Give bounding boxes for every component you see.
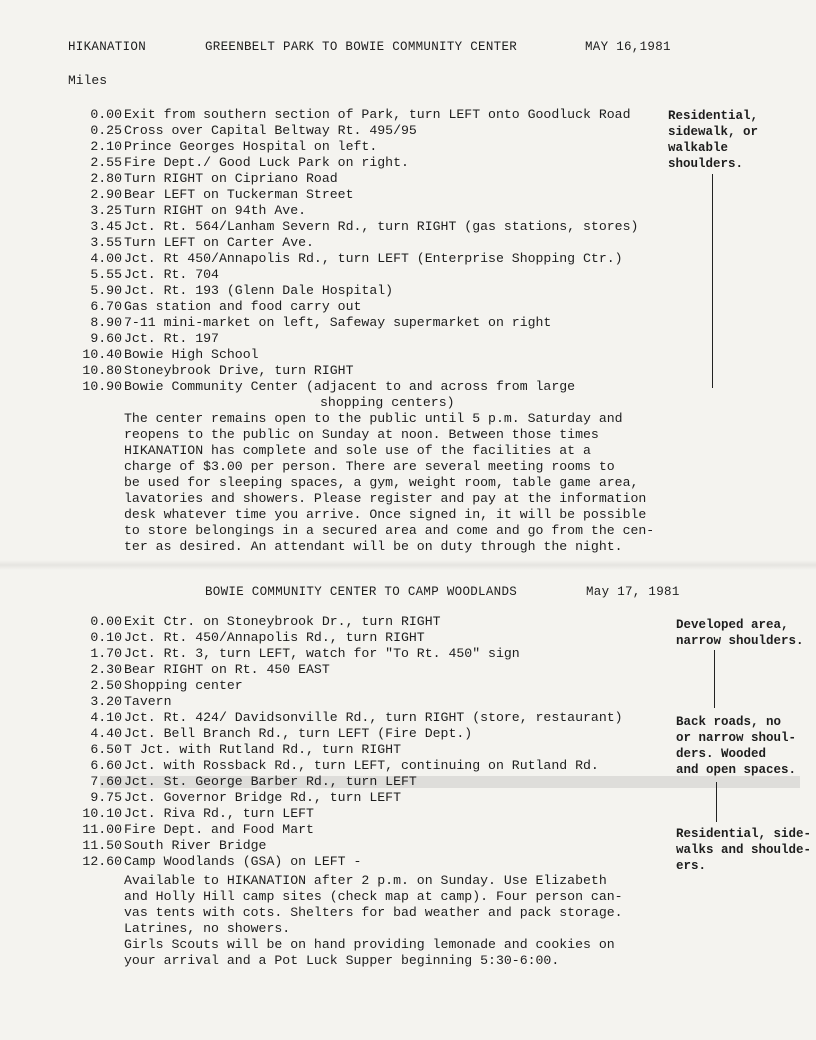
note-line: Residential, side- bbox=[676, 827, 812, 841]
mileage-value: 6.70 bbox=[90, 299, 122, 314]
route-direction: Jct. Riva Rd., turn LEFT bbox=[124, 806, 314, 821]
mileage-value: 2.30 bbox=[90, 662, 122, 677]
header-route-title: GREENBELT PARK TO BOWIE COMMUNITY CENTER bbox=[205, 40, 518, 54]
mileage-value: 3.45 bbox=[90, 219, 122, 234]
note-line: Back roads, no bbox=[676, 715, 782, 729]
paragraph-line: be used for sleeping spaces, a gym, weight room, table game area, bbox=[124, 475, 639, 490]
note-line: ers. bbox=[676, 859, 707, 873]
route-direction: Turn LEFT on Carter Ave. bbox=[124, 235, 314, 250]
section2-date: May 17, 1981 bbox=[586, 585, 680, 599]
route-row bbox=[74, 838, 674, 854]
note-bracket-line bbox=[714, 650, 715, 708]
paragraph-line: lavatories and showers. Please register and pay at the information bbox=[124, 491, 647, 506]
mileage-value: 5.55 bbox=[90, 267, 122, 282]
route-row bbox=[74, 774, 674, 790]
route-direction: Fire Dept. and Food Mart bbox=[124, 822, 314, 837]
route-row bbox=[74, 726, 674, 742]
paragraph-line: vas tents with cots. Shelters for bad weather and pack storage. bbox=[124, 905, 623, 920]
route-row bbox=[74, 251, 674, 267]
mileage-value: 0.00 bbox=[90, 614, 122, 629]
paragraph-line: Girls Scouts will be on hand providing lemonade and cookies on bbox=[124, 937, 615, 952]
route-row bbox=[74, 363, 674, 379]
mileage-value: 0.25 bbox=[90, 123, 122, 138]
mileage-value: 11.50 bbox=[82, 838, 122, 853]
paragraph-line: Latrines, no showers. bbox=[124, 921, 291, 936]
route-row bbox=[74, 694, 674, 710]
header-event: HIKANATION bbox=[68, 40, 147, 54]
route-direction: Jct. Bell Branch Rd., turn LEFT (Fire Dept.) bbox=[124, 726, 473, 741]
note-line: or narrow shoul- bbox=[676, 731, 797, 745]
route-direction: Turn RIGHT on Cipriano Road bbox=[124, 171, 338, 186]
mileage-value: 2.50 bbox=[90, 678, 122, 693]
route-row bbox=[74, 267, 674, 283]
route-direction: South River Bridge bbox=[124, 838, 267, 853]
mileage-value: 0.10 bbox=[90, 630, 122, 645]
route-direction: Bowie High School bbox=[124, 347, 259, 362]
route-row bbox=[74, 662, 674, 678]
mileage-value: 9.75 bbox=[90, 790, 122, 805]
road-notes-developed bbox=[676, 617, 804, 649]
route-row bbox=[74, 614, 674, 630]
route-row bbox=[74, 299, 674, 315]
header-date: MAY 16,1981 bbox=[585, 40, 671, 54]
paper-fold bbox=[0, 560, 816, 570]
route-row bbox=[74, 171, 674, 187]
mileage-value: 4.40 bbox=[90, 726, 122, 741]
route-direction: Tavern bbox=[124, 694, 172, 709]
route-direction: Jct. Rt. 193 (Glenn Dale Hospital) bbox=[124, 283, 394, 298]
route-direction: Jct. Rt. 704 bbox=[124, 267, 219, 282]
mileage-value: 2.10 bbox=[90, 139, 122, 154]
mileage-value: 8.90 bbox=[90, 315, 122, 330]
route-row bbox=[74, 822, 674, 838]
route-row bbox=[74, 235, 674, 251]
miles-column-label: Miles bbox=[68, 73, 108, 88]
note-line: Developed area, bbox=[676, 618, 789, 632]
note-line: walkable bbox=[668, 141, 729, 155]
route-row bbox=[74, 678, 674, 694]
mileage-value: 10.90 bbox=[82, 379, 122, 394]
mileage-value: 0.00 bbox=[90, 107, 122, 122]
route-row bbox=[74, 646, 674, 662]
route-row bbox=[74, 806, 674, 822]
route-direction: Jct. Rt. 450/Annapolis Rd., turn RIGHT bbox=[124, 630, 425, 645]
mileage-value: 2.90 bbox=[90, 187, 122, 202]
mileage-value: 2.80 bbox=[90, 171, 122, 186]
mileage-value: 9.60 bbox=[90, 331, 122, 346]
paragraph-line: charge of $3.00 per person. There are several meeting rooms to bbox=[124, 459, 615, 474]
mileage-value: 2.55 bbox=[90, 155, 122, 170]
route-row bbox=[74, 123, 674, 139]
paragraph-line: your arrival and a Pot Luck Supper beginning 5:30-6:00. bbox=[124, 953, 560, 968]
route-row bbox=[74, 790, 674, 806]
route-direction: Shopping center bbox=[124, 678, 243, 693]
route-row bbox=[74, 710, 674, 726]
route-row bbox=[74, 203, 674, 219]
paragraph-line: The center remains open to the public until 5 p.m. Saturday and bbox=[124, 411, 623, 426]
route-row bbox=[74, 219, 674, 235]
route-direction: Jct. Governor Bridge Rd., turn LEFT bbox=[124, 790, 401, 805]
note-bracket-line bbox=[712, 174, 713, 388]
mileage-value: 6.60 bbox=[90, 758, 122, 773]
center-info-paragraph bbox=[124, 411, 654, 555]
row-continuation: shopping centers) bbox=[320, 395, 455, 410]
route-table-day1 bbox=[74, 107, 674, 395]
route-direction: Jct. Rt. 564/Lanham Severn Rd., turn RIGHT (gas stations, stores) bbox=[124, 219, 639, 234]
mileage-value: 3.20 bbox=[90, 694, 122, 709]
road-notes-backroads bbox=[676, 714, 796, 778]
note-line: and open spaces. bbox=[676, 763, 797, 777]
route-direction: Jct. Rt. 3, turn LEFT, watch for "To Rt. 450" sign bbox=[124, 646, 520, 661]
route-row bbox=[74, 107, 674, 123]
route-row bbox=[74, 187, 674, 203]
route-row bbox=[74, 854, 674, 870]
route-row bbox=[74, 283, 674, 299]
route-direction: Jct. Rt. 424/ Davidsonville Rd., turn RIGHT (store, restaurant) bbox=[124, 710, 623, 725]
mileage-value: 7.60 bbox=[90, 774, 122, 789]
route-direction: Bear LEFT on Tuckerman Street bbox=[124, 187, 354, 202]
route-direction: Bear RIGHT on Rt. 450 EAST bbox=[124, 662, 330, 677]
note-line: sidewalk, or bbox=[668, 125, 759, 139]
mileage-value: 4.10 bbox=[90, 710, 122, 725]
mileage-value: 10.80 bbox=[82, 363, 122, 378]
mileage-value: 5.90 bbox=[90, 283, 122, 298]
route-direction: T Jct. with Rutland Rd., turn RIGHT bbox=[124, 742, 401, 757]
mileage-value: 3.55 bbox=[90, 235, 122, 250]
paragraph-line: reopens to the public on Sunday at noon. Between those times bbox=[124, 427, 599, 442]
route-direction: Jct. Rt 450/Annapolis Rd., turn LEFT (Enterprise Shopping Ctr.) bbox=[124, 251, 623, 266]
paragraph-line: desk whatever time you arrive. Once signed in, it will be possible bbox=[124, 507, 647, 522]
route-row bbox=[74, 331, 674, 347]
route-row bbox=[74, 758, 674, 774]
route-direction: Cross over Capital Beltway Rt. 495/95 bbox=[124, 123, 417, 138]
paragraph-line: and Holly Hill camp sites (check map at camp). Four person can- bbox=[124, 889, 623, 904]
route-row bbox=[74, 347, 674, 363]
mileage-value: 10.40 bbox=[82, 347, 122, 362]
note-line: ders. Wooded bbox=[676, 747, 767, 761]
mileage-value: 10.10 bbox=[82, 806, 122, 821]
route-direction: Prince Georges Hospital on left. bbox=[124, 139, 378, 154]
section2-title: BOWIE COMMUNITY CENTER TO CAMP WOODLANDS bbox=[205, 585, 518, 599]
route-direction: Exit Ctr. on Stoneybrook Dr., turn RIGHT bbox=[124, 614, 441, 629]
route-row bbox=[74, 315, 674, 331]
mileage-value: 6.50 bbox=[90, 742, 122, 757]
note-line: walks and shoulde- bbox=[676, 843, 812, 857]
note-line: shoulders. bbox=[668, 157, 744, 171]
route-direction: Jct. St. George Barber Rd., turn LEFT bbox=[124, 774, 417, 789]
mileage-value: 3.25 bbox=[90, 203, 122, 218]
paragraph-line: Available to HIKANATION after 2 p.m. on Sunday. Use Elizabeth bbox=[124, 873, 607, 888]
route-row bbox=[74, 630, 674, 646]
route-direction: Turn RIGHT on 94th Ave. bbox=[124, 203, 307, 218]
route-table-day2 bbox=[74, 614, 674, 870]
route-direction: Camp Woodlands (GSA) on LEFT - bbox=[124, 854, 362, 869]
route-row bbox=[74, 155, 674, 171]
route-direction: 7-11 mini-market on left, Safeway supermarket on right bbox=[124, 315, 552, 330]
mileage-value: 4.00 bbox=[90, 251, 122, 266]
note-bracket-line bbox=[716, 782, 717, 822]
route-direction: Bowie Community Center (adjacent to and across from large bbox=[124, 379, 576, 394]
route-direction: Exit from southern section of Park, turn LEFT onto Goodluck Road bbox=[124, 107, 631, 122]
mileage-value: 11.00 bbox=[82, 822, 122, 837]
road-notes-day1 bbox=[668, 108, 758, 172]
route-row bbox=[74, 379, 674, 395]
camp-info-paragraph bbox=[124, 873, 623, 969]
route-row bbox=[74, 742, 674, 758]
paragraph-line: to store belongings in a secured area and come and go from the cen- bbox=[124, 523, 655, 538]
route-direction: Jct. Rt. 197 bbox=[124, 331, 219, 346]
route-direction: Stoneybrook Drive, turn RIGHT bbox=[124, 363, 354, 378]
route-direction: Fire Dept./ Good Luck Park on right. bbox=[124, 155, 409, 170]
mileage-value: 1.70 bbox=[90, 646, 122, 661]
note-line: Residential, bbox=[668, 109, 759, 123]
road-notes-residential bbox=[676, 826, 811, 874]
route-direction: Jct. with Rossback Rd., turn LEFT, continuing on Rutland Rd. bbox=[124, 758, 599, 773]
route-row bbox=[74, 139, 674, 155]
mileage-value: 12.60 bbox=[82, 854, 122, 869]
paragraph-line: HIKANATION has complete and sole use of the facilities at a bbox=[124, 443, 591, 458]
paragraph-line: ter as desired. An attendant will be on duty through the night. bbox=[124, 539, 623, 554]
route-direction: Gas station and food carry out bbox=[124, 299, 362, 314]
note-line: narrow shoulders. bbox=[676, 634, 804, 648]
